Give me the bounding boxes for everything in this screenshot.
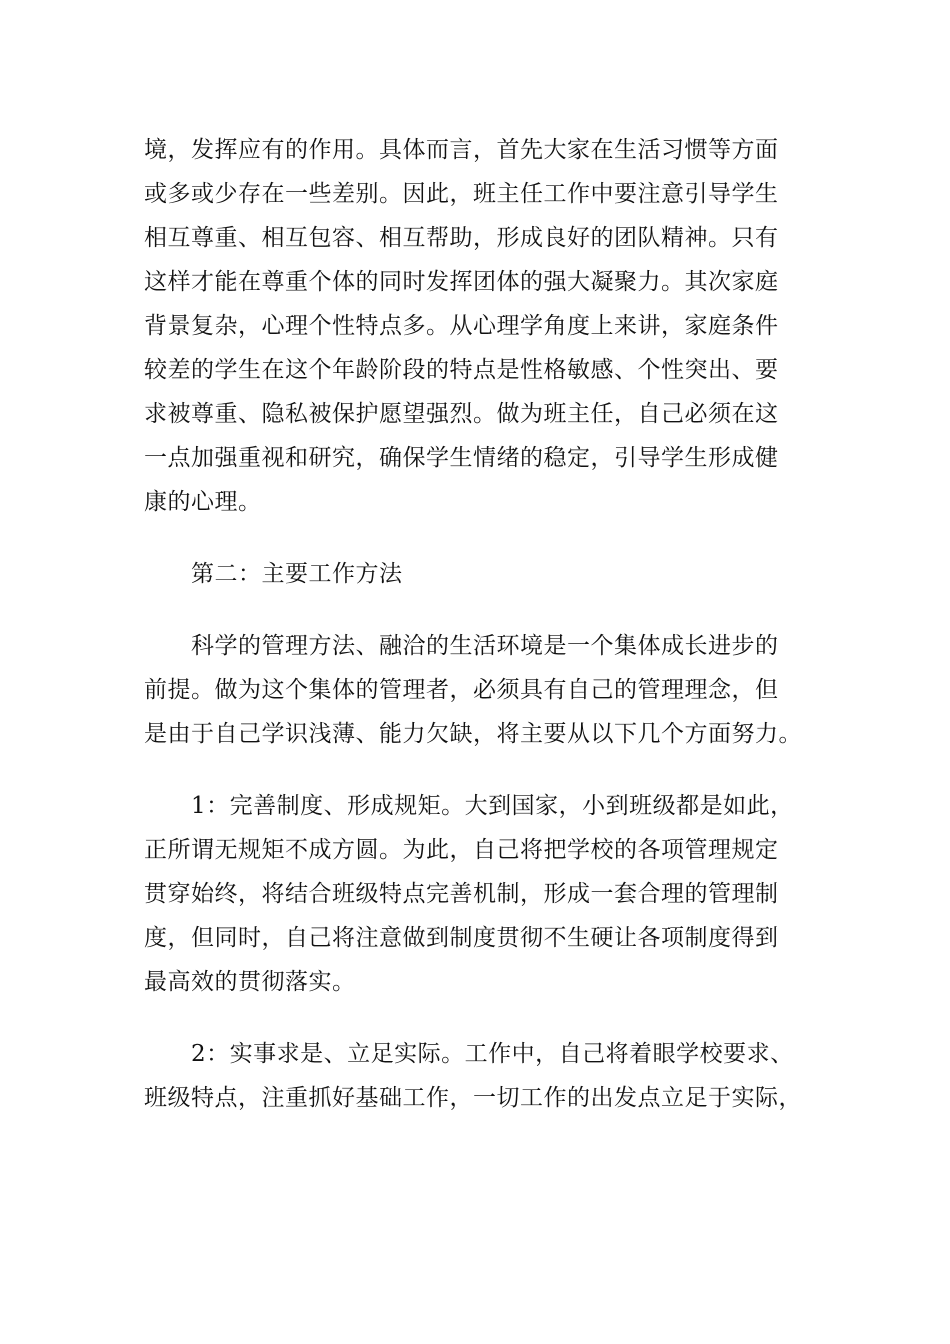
text-line: 康的心理。 [144, 489, 262, 515]
text-line: 最高效的贯彻落实。 [144, 969, 356, 995]
paragraph-spacer [144, 1004, 806, 1032]
text-line: 正所谓无规矩不成方圆。为此，自己将把学校的各项管理规定 [144, 837, 779, 863]
text-line: 科学的管理方法、融洽的生活环境是一个集体成长进步的 [191, 633, 779, 659]
paragraph-context [144, 128, 806, 524]
text-line: 前提。做为这个集体的管理者，必须具有自己的管理理念，但 [144, 677, 779, 703]
text-line: 度，但同时，自己将注意做到制度贯彻不生硬让各项制度得到 [144, 925, 779, 951]
text-line: 背景复杂，心理个性特点多。从心理学角度上来讲，家庭条件 [144, 313, 779, 339]
paragraph-point-1 [144, 784, 806, 1004]
paragraph-spacer [144, 756, 806, 784]
document-body [144, 128, 806, 1120]
text-line: 2：实事求是、立足实际。工作中，自己将着眼学校要求、 [191, 1041, 794, 1067]
text-line: 相互尊重、相互包容、相互帮助，形成良好的团队精神。只有 [144, 225, 779, 251]
paragraph-spacer [144, 524, 806, 552]
text-line: 一点加强重视和研究，确保学生情绪的稳定，引导学生形成健 [144, 445, 779, 471]
text-line: 求被尊重、隐私被保护愿望强烈。做为班主任，自己必须在这 [144, 401, 779, 427]
text-line: 是由于自己学识浅薄、能力欠缺，将主要从以下几个方面努力。 [144, 721, 802, 747]
paragraph-spacer [144, 596, 806, 624]
text-line: 1：完善制度、形成规矩。大到国家，小到班级都是如此， [191, 793, 794, 819]
text-line: 班级特点，注重抓好基础工作，一切工作的出发点立足于实际， [144, 1085, 802, 1111]
text-line: 这样才能在尊重个体的同时发挥团体的强大凝聚力。其次家庭 [144, 269, 779, 295]
paragraph-point-2 [144, 1032, 806, 1120]
text-line: 较差的学生在这个年龄阶段的特点是性格敏感、个性突出、要 [144, 357, 779, 383]
section-heading [144, 552, 806, 596]
text-line: 或多或少存在一些差别。因此，班主任工作中要注意引导学生 [144, 181, 779, 207]
text-line: 第二：主要工作方法 [191, 561, 403, 587]
text-line: 境，发挥应有的作用。具体而言，首先大家在生活习惯等方面 [144, 137, 779, 163]
text-line: 贯穿始终，将结合班级特点完善机制，形成一套合理的管理制 [144, 881, 779, 907]
paragraph-methods-intro [144, 624, 806, 756]
